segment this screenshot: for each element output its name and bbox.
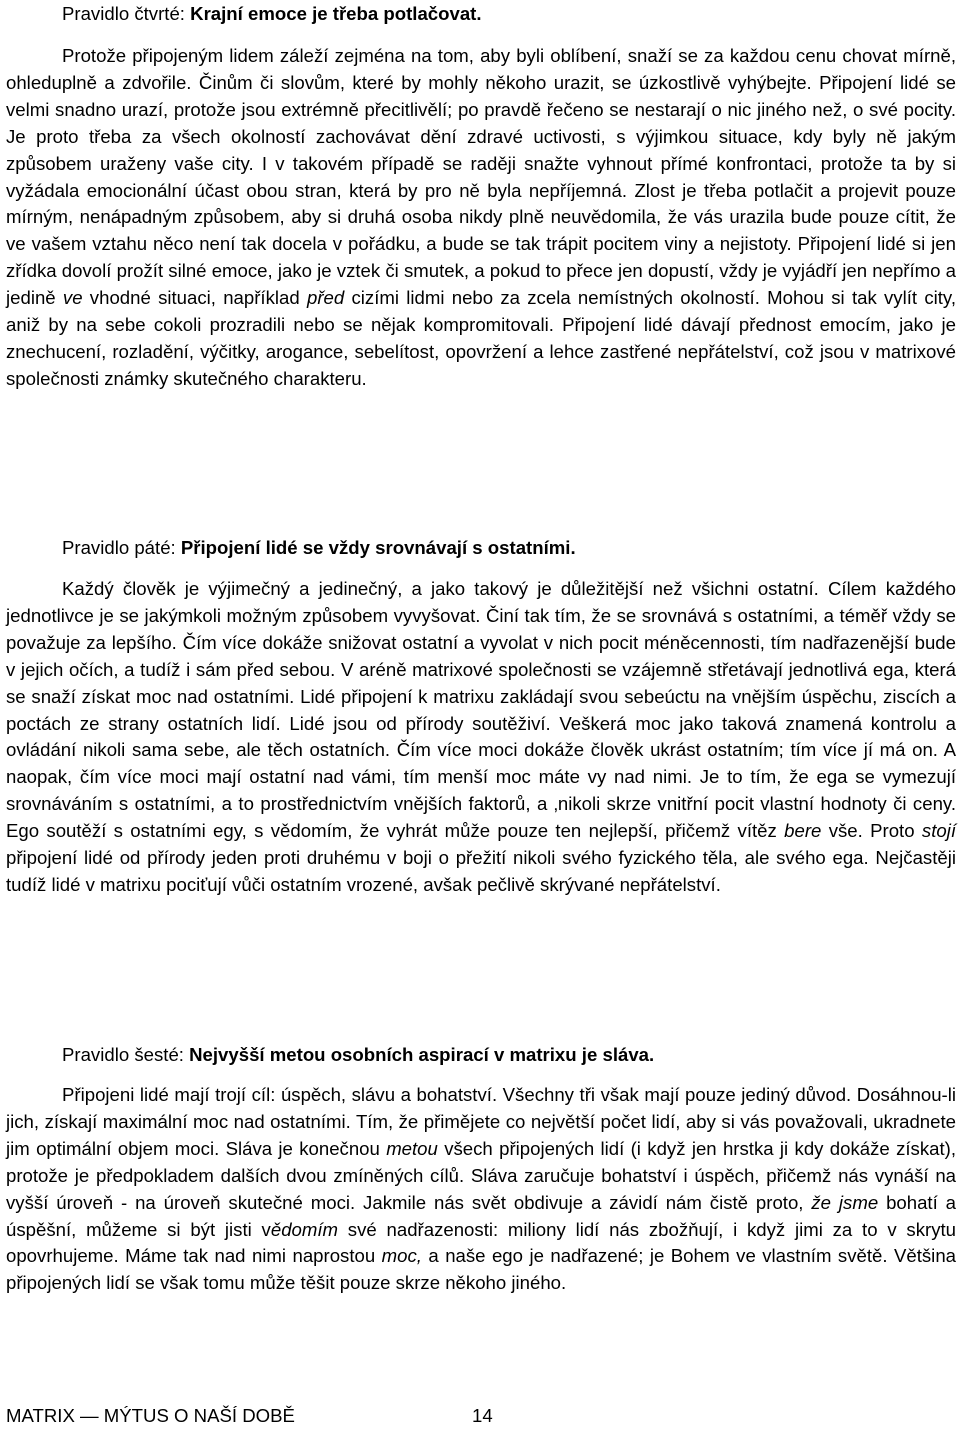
rule-5-paragraph xyxy=(6,576,956,899)
footer-page-number: 14 xyxy=(472,1405,493,1426)
page-footer xyxy=(6,1405,956,1427)
rule-4-heading xyxy=(6,1,482,27)
rule-6-heading xyxy=(6,1042,654,1068)
rule-6-italic-2: že jsme xyxy=(811,1191,879,1213)
rule-6-title: Nejvyšší metou osobních aspirací v matrixu je sláva. xyxy=(189,1044,655,1065)
rule-4-italic-2: před xyxy=(306,287,345,309)
rule-5-italic-1: bere xyxy=(784,820,822,842)
rule-6-text-1: Připojeni lidé mají trojí cíl: úspěch, slávu a bohatství. Všechny tři však mají pouze jediný důvod. Dosáhnou-li jich, získají maximální moc nad ostatními. Tím, že přimějete co největší počet lidí, aby si vás považovali, ukradnete jim optimální objem moci. Sláva je konečnou xyxy=(6,1084,956,1159)
rule-6-text-3: bohatí a úspěšní, můžeme si být jisti v xyxy=(6,1191,957,1240)
rule-6-text-4: své nadřazenosti: miliony lidí nás zbožňují, i když jimi za to v skrytu opovrhujeme. Máme tak nad nimi naprostou xyxy=(6,1218,956,1267)
rule-4-prefix: Pravidlo čtvrté: xyxy=(62,3,191,24)
rule-5-text-2: vše. Proto xyxy=(821,820,922,842)
rule-6-text-5: a naše ego je nadřazené; je Bohem ve vlastním světě. Většina připojených lidí se však tomu může těšit pouze skrze někoho jiného. xyxy=(6,1245,956,1294)
rule-6-italic-1: metou xyxy=(386,1137,438,1159)
rule-4-italic-1: ve xyxy=(62,287,83,309)
rule-5-italic-2: stojí xyxy=(921,820,956,842)
rule-4-text-2: vhodné situaci, například xyxy=(82,287,307,309)
rule-5-text-3: připojení lidé od přírody jeden proti druhému v boji o přežití nikoli svého fyzického těla, ale svého ega. Nejčastěji tudíž lidé v matrixu pociťují vůči ostatním vrozené, avšak pečlivě skrývané nepřátelství. xyxy=(6,847,956,895)
rule-4-text-1: Protože připojeným lidem záleží zejména na tom, aby byli oblíbení, snaží se za každou cenu chovat mírně, ohleduplně a zdvořile. Činům či slovům, které by mohly někoho urazit, se úzkostlivě vyhýbejte. Připojení lidé se velmi snadno urazí, protože jsou extrémně přecitlivělí; po pravdě řečeno se nestarají o nic jiného než, o své pocity. Je proto třeba za všech okolností zachovávat dění zdravé uctivosti, s výjimkou situace, kdy byly ně jakým způsobem uraženy vaše city. I v takovém případě se raději snažte vyhnout přímé konfrontaci, protože ta by si vyžádala emocionální účast obou stran, která by pro ně byla nepříjemná. Zlost je třeba potlačit a projevit pouze mírným, nenápadným způsobem, aby si druhá osoba nikdy plně neuvědomila, že vás urazila bude pouze cítit, že ve vašem vztahu něco není tak docela v pořádku, a bude se tak trápit pocitem viny a nejistoty. Připojení lidé si jen zřídka dovolí prožít silné emoce, jako je vztek či smutek, a pokud to přece jen dopustí, vždy je vyjádří jen nepřímo a jedině xyxy=(6,45,956,309)
rule-4-paragraph xyxy=(6,43,956,393)
rule-4-text-3: cizími lidmi nebo za zcela nemístných okolností. Mohou si tak vylít city, aniž by na sebe cokoli prozradili nebo se nějak kompromitovali. Připojení lidé dávají přednost emocím, jako je znechucení, rozladění, výčitky, arogance, sebelítost, opovržení a lehce zastřené nepřátelství, což jsou v matrixové společnosti známky skutečného charakteru. xyxy=(6,287,957,389)
rule-4-title: Krajní emoce je třeba potlačovat. xyxy=(190,3,482,24)
footer-book-title: MATRIX — MÝTUS O NAŠÍ DOBĚ xyxy=(6,1405,295,1426)
rule-6-prefix: Pravidlo šesté: xyxy=(62,1044,190,1065)
rule-6-paragraph xyxy=(6,1082,956,1297)
rule-5-heading xyxy=(6,535,576,561)
rule-5-title: Připojení lidé se vždy srovnávají s ostatními. xyxy=(180,537,576,558)
rule-5-prefix: Pravidlo páté: xyxy=(62,537,181,558)
rule-6-italic-4: moc, xyxy=(381,1245,422,1267)
rule-6-italic-3: ědomím xyxy=(270,1218,339,1240)
rule-6-text-2: všech připojených lidí (i když jen hrstka ji kdy dokáže získat), protože je předpokladem dalších dvou zmíněných cílů. Sláva zaručuje bohatství i úspěch, přičemž nás vynáší na vyšší úroveň - na úroveň skutečné moci. Jakmile nás svět obdivuje a závidí nám čistě proto, xyxy=(6,1137,956,1213)
rule-5-text-1: Každý člověk je výjimečný a jedinečný, a jako takový je důležitější než všichni ostatní. Cílem každého jednotlivce je se jakýmkoli možným způsobem vyvyšovat. Činí tak tím, že se srovnává s ostatními, a téměř vždy se považuje za lepšího. Čím více dokáže snižovat ostatní a vyvolat v nich pocit méněcennosti, tím nadřazenější bude v jejich očích, a tudíž i sám před sebou. V aréně matrixové společnosti se vzájemně střetávají jednotlivá ega, která se snaží získat moc nad ostatními. Lidé připojení k matrixu zakládají svou sebeúctu na vnějším úspěchu, ziscích a poctách ze strany ostatních lidí. Lidé jsou od přírody soutěživí. Veškerá moc jako taková znamená kontrolu a ovládání nikoli sama sebe, ale těch ostatních. Čím více moci dokáže člověk ukrást ostatním; tím více jí má on. A naopak, čím více moci mají ostatní nad vámi, tím menší moc máte vy nad nimi. Je to tím, že ega se vymezují srovnáváním s ostatními, a to prostřednictvím vnějších faktorů, a ‚nikoli skrze vnitřní pocit vlastní hodnoty či ceny. Ego soutěží s ostatními egy, s vědomím, že vyhrát může pouze ten nejlepší, přičemž vítěz xyxy=(6,578,956,842)
